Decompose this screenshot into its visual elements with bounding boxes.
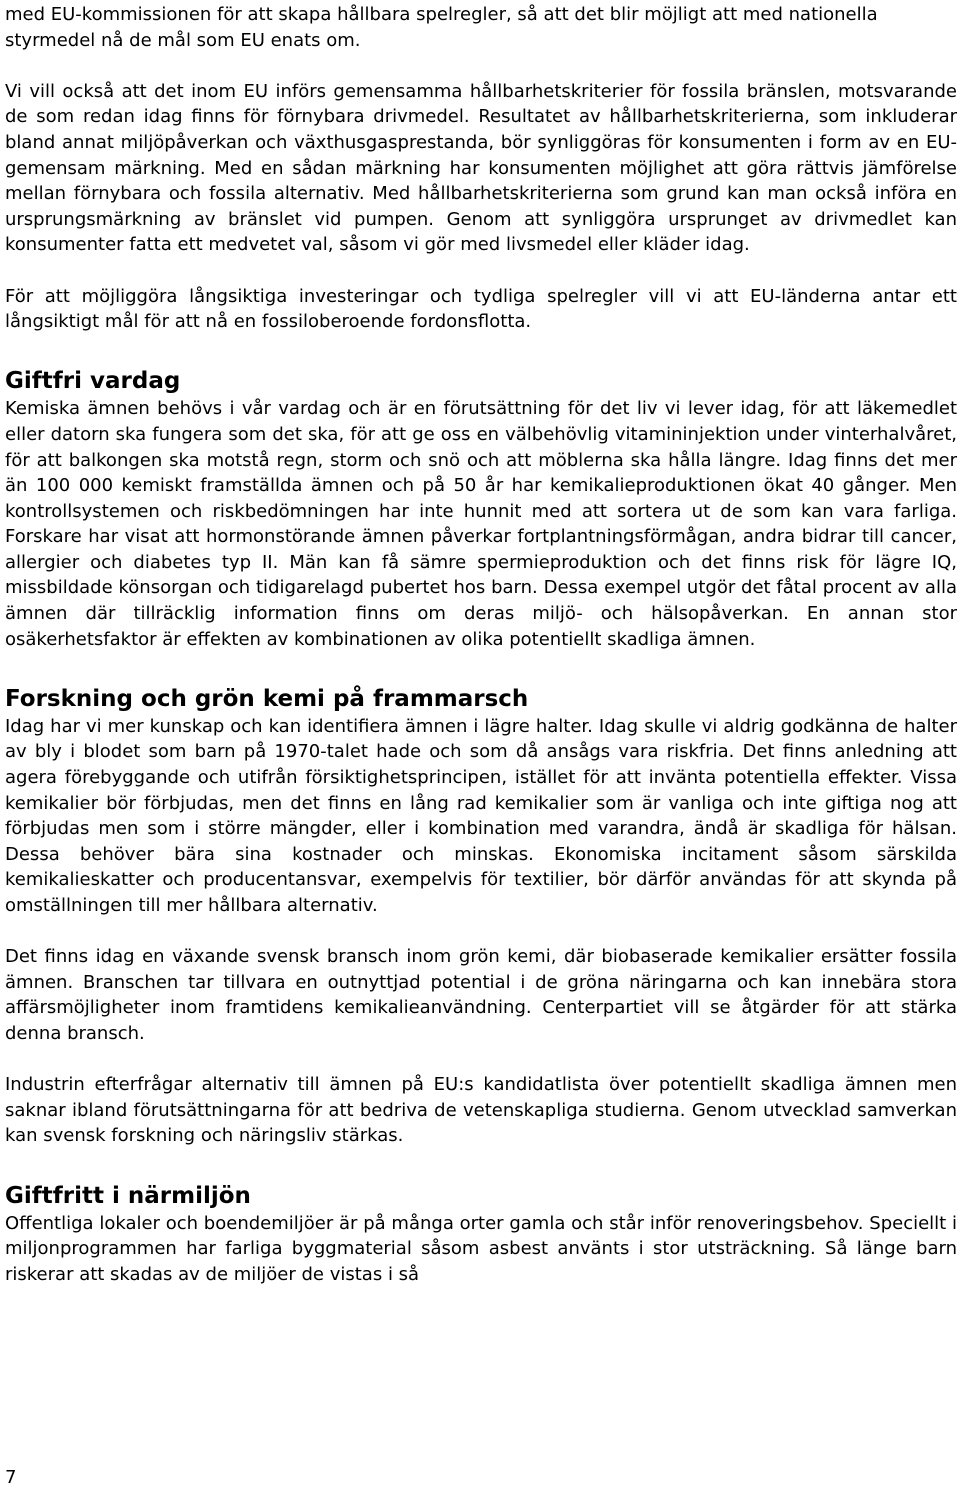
heading-giftfri-vardag: Giftfri vardag — [5, 368, 181, 395]
spacer — [5, 258, 957, 284]
document-page — [5, 2, 957, 1287]
paragraph-public-premises: Offentliga lokaler och boendemiljöer är på många orter gamla och står inför renoveringsbehov. Speciellt i miljonprogrammen har farliga byggmaterial såsom asbest använts i stor utsträckning. Så länge barn riskerar att skadas av de miljöer de vistas i så — [5, 1212, 957, 1285]
paragraph-chemicals: Kemiska ämnen behövs i vår vardag och är en förutsättning för det liv vi lever idag, för att läkemedlet eller datorn ska fungera som det ska, för att ge oss en välbehövlig vitamininjektion under vinterhalvåret, för att balkongen ska motstå regn, storm och snö och att möblerna ska hålla längre. Idag finns det mer än 100 000 kemiskt framställda ämnen och på 50 år har kemikalieproduktionen ökat 40 gånger. Men kontrollsystemen och riskbedömningen har inte hunnit med att sortera ut de som kan vara farliga. Forskare har visat att hormonstörande ämnen påverkar fortplantningsförmågan, andra bidrar till cancer, allergier och diabetes typ II. Män kan få sämre spermieproduktion och det finns risk för lägre IQ, missbildade könsorgan och tidigarelagd pubertet hos barn. Dessa exempel utgör det fåtal procent av alla ämnen där tillräcklig information finns om deras miljö- och hälsopåverkan. En annan stor osäkerhetsfaktor är effekten av kombinationen av olika potentiellt skadliga ämnen. — [5, 398, 957, 650]
spacer — [5, 1047, 957, 1073]
page-number: 7 — [5, 1467, 17, 1488]
spacer — [5, 652, 957, 678]
spacer — [5, 53, 957, 79]
heading-forskning: Forskning och grön kemi på frammarsch — [5, 685, 529, 712]
paragraph-industry: Industrin efterfrågar alternativ till ämnen på EU:s kandidatlista över potentiellt skadliga ämnen men saknar ibland förutsättningarna för att bedriva de vetenskapliga studierna. Genom utvecklad samverkan kan svensk forskning och näringsliv stärkas. — [5, 1074, 957, 1147]
spacer — [5, 1149, 957, 1175]
heading-narmiljon: Giftfritt i närmiljön — [5, 1182, 251, 1209]
spacer — [5, 919, 957, 945]
paragraph-green-chemistry: Det finns idag en växande svensk bransch inom grön kemi, där biobaserade kemikalier ersätter fossila ämnen. Branschen tar tillvara en outnyttjad potential i de gröna näringarna och kan innebära stora affärsmöjligheter inom framtidens kemikalieanvändning. Centerpartiet vill se åtgärder för att stärka denna bransch. — [5, 946, 957, 1044]
spacer — [5, 335, 957, 361]
paragraph-long-term-goal: För att möjliggöra långsiktiga investeringar och tydliga spelregler vill vi att EU-länderna antar ett långsiktigt mål för att nå en fossiloberoende fordonsflotta. — [5, 285, 957, 333]
paragraph-sustainability-criteria: Vi vill också att det inom EU införs gemensamma hållbarhetskriterier för fossila bränslen, motsvarande de som redan idag finns för förnybara drivmedel. Resultatet av hållbarhetskriterierna, som inkluderar bland annat miljöpåverkan och växthusgasprestanda, bör synliggöras för konsumenten i form av en EU-gemensam märkning. Med en sådan märkning har konsumenten möjlighet att göra rättvis jämförelse mellan förnybara och fossila alternativ. Med hållbarhetskriterierna som grund kan man också införa en ursprungsmärkning av bränslet vid pumpen. Genom att synliggöra ursprunget av drivmedlet kan konsumenter fatta ett medvetet val, såsom vi gör med livsmedel eller kläder idag. — [5, 80, 957, 256]
paragraph-knowledge: Idag har vi mer kunskap och kan identifiera ämnen i lägre halter. Idag skulle vi aldrig godkänna de halter av bly i blodet som barn på 1970-talet hade och som då ansågs vara riskfria. Det finns anledning att agera förebyggande och utifrån försiktighetsprincipen, istället för att invänta potentiella effekter. Vissa kemikalier bör förbjudas, men det finns en lång rad kemikalier som är vanliga och inte giftiga nog att förbjudas men som i större mängder, eller i kombination med varandra, ändå är skadliga för hälsan. Dessa behöver bära sina kostnader och minskas. Ekonomiska incitament såsom särskilda kemikalieskatter och producentansvar, exempelvis för textilier, bör därför användas för att skynda på omställningen till mer hållbara alternativ. — [5, 715, 957, 916]
paragraph-eu-rules: med EU-kommissionen för att skapa hållbara spelregler, så att det blir möjligt att med nationella styrmedel nå de mål som EU enats om. — [5, 4, 878, 51]
